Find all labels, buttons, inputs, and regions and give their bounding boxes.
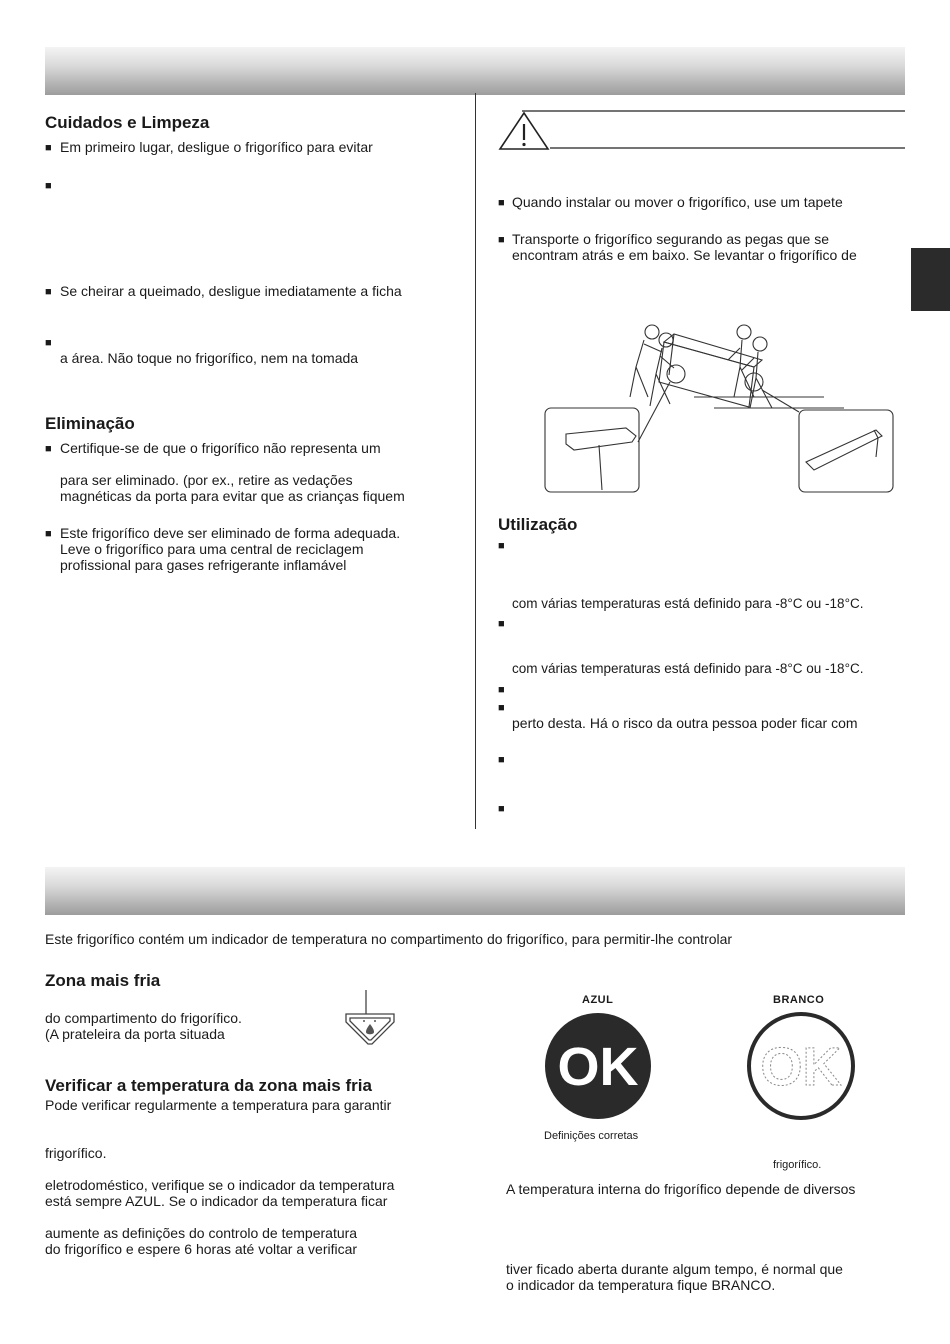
- usage-bullet-1-tail: com várias temperaturas está definido para -8°C ou -18°C.: [512, 596, 864, 611]
- bullet-marker: ■: [498, 618, 505, 630]
- bullet-marker: ■: [498, 234, 505, 246]
- blue-ok-indicator: [543, 1011, 653, 1121]
- bullet-marker: ■: [498, 197, 505, 209]
- right-text-line-3: o indicador da temperatura fique BRANCO.: [506, 1277, 776, 1293]
- disposal-bullet-2-line-3: profissional para gases refrigerante inflamável: [60, 557, 347, 573]
- bullet-marker: ■: [45, 142, 52, 154]
- moving-bullet-1: Quando instalar ou mover o frigorífico, use um tapete: [512, 194, 843, 210]
- coldest-zone-heading: Zona mais fria: [45, 971, 161, 990]
- right-text-line-1: A temperatura interna do frigorífico depende de diversos: [506, 1181, 856, 1197]
- bullet-marker: ■: [498, 540, 505, 552]
- disposal-bullet-1-line-3: magnéticas da porta para evitar que as crianças fiquem: [60, 488, 405, 504]
- disposal-bullet-2-line-2: Leve o frigorífico para uma central de reciclagem: [60, 541, 364, 557]
- check-temp-line-5: aumente as definições do controlo de temperatura: [45, 1225, 358, 1241]
- column-divider: [475, 93, 476, 829]
- moving-bullet-2-line-1: Transporte o frigorífico segurando as pegas que se: [512, 231, 830, 247]
- disposal-bullet-1-line-2: para ser eliminado. (por ex., retire as vedações: [60, 472, 353, 488]
- chapter-tab-marker: [911, 248, 950, 311]
- check-temp-line-3: eletrodoméstico, verifique se o indicador da temperatura: [45, 1177, 395, 1193]
- blue-indicator-caption: Definições corretas: [544, 1130, 639, 1142]
- check-temp-heading: Verificar a temperatura da zona mais fria: [45, 1076, 372, 1095]
- disposal-bullet-1-line-1: Certifique-se de que o frigorífico não representa um: [60, 440, 381, 456]
- white-indicator-label: BRANCO: [773, 994, 825, 1006]
- bullet-marker: ■: [45, 528, 52, 540]
- usage-bullet-4-line-2: perto desta. Há o risco da outra pessoa poder ficar com: [512, 715, 858, 731]
- bullet-marker: ■: [45, 286, 52, 298]
- bullet-marker: ■: [498, 684, 505, 696]
- usage-bullet-2-tail: com várias temperaturas está definido para -8°C ou -18°C.: [512, 661, 864, 676]
- right-text-line-2: tiver ficado aberta durante algum tempo, é normal que: [506, 1261, 843, 1277]
- indicator-intro: Este frigorífico contém um indicador de temperatura no compartimento do frigorífico, para permitir-lhe controlar: [45, 931, 733, 947]
- care-bullet-4-line-2: a área. Não toque no frigorífico, nem na tomada: [60, 350, 359, 366]
- white-indicator-caption: frigorífico.: [773, 1159, 822, 1171]
- blue-ok-text: OK: [557, 1037, 639, 1097]
- bullet-marker: ■: [498, 702, 505, 714]
- care-heading: Cuidados e Limpeza: [45, 113, 210, 132]
- thermometer-shelf-icon: [342, 988, 398, 1048]
- check-temp-line-6: do frigorífico e espere 6 horas até voltar a verificar: [45, 1241, 358, 1257]
- usage-heading: Utilização: [498, 515, 578, 534]
- warning-triangle-icon: [498, 110, 906, 152]
- bullet-marker: ■: [45, 180, 52, 192]
- check-temp-line-1: Pode verificar regularmente a temperatura para garantir: [45, 1097, 392, 1113]
- care-bullet-1: Em primeiro lugar, desligue o frigorífico para evitar: [60, 139, 373, 155]
- people-carrying-fridge-illustration: [544, 312, 896, 494]
- white-ok-indicator: [746, 1011, 856, 1121]
- care-bullet-3: Se cheirar a queimado, desligue imediatamente a ficha: [60, 283, 402, 299]
- moving-bullet-2-line-2: encontram atrás e em baixo. Se levantar o frigorífico de: [512, 247, 857, 263]
- bullet-marker: ■: [498, 803, 505, 815]
- white-ok-text: OK: [760, 1037, 842, 1097]
- bullet-marker: ■: [45, 443, 52, 455]
- check-temp-line-2: frigorífico.: [45, 1145, 107, 1161]
- bottom-section-header-bar: [45, 867, 905, 915]
- coldest-zone-line-2: (A prateleira da porta situada: [45, 1026, 225, 1042]
- disposal-bullet-2-line-1: Este frigorífico deve ser eliminado de forma adequada.: [60, 525, 401, 541]
- bullet-marker: ■: [498, 754, 505, 766]
- check-temp-line-4: está sempre AZUL. Se o indicador da temperatura ficar: [45, 1193, 388, 1209]
- blue-indicator-label: AZUL: [582, 994, 614, 1006]
- bullet-marker: ■: [45, 337, 52, 349]
- disposal-heading: Eliminação: [45, 414, 135, 433]
- top-section-header-bar: [45, 47, 905, 95]
- coldest-zone-line-1: do compartimento do frigorífico.: [45, 1010, 242, 1026]
